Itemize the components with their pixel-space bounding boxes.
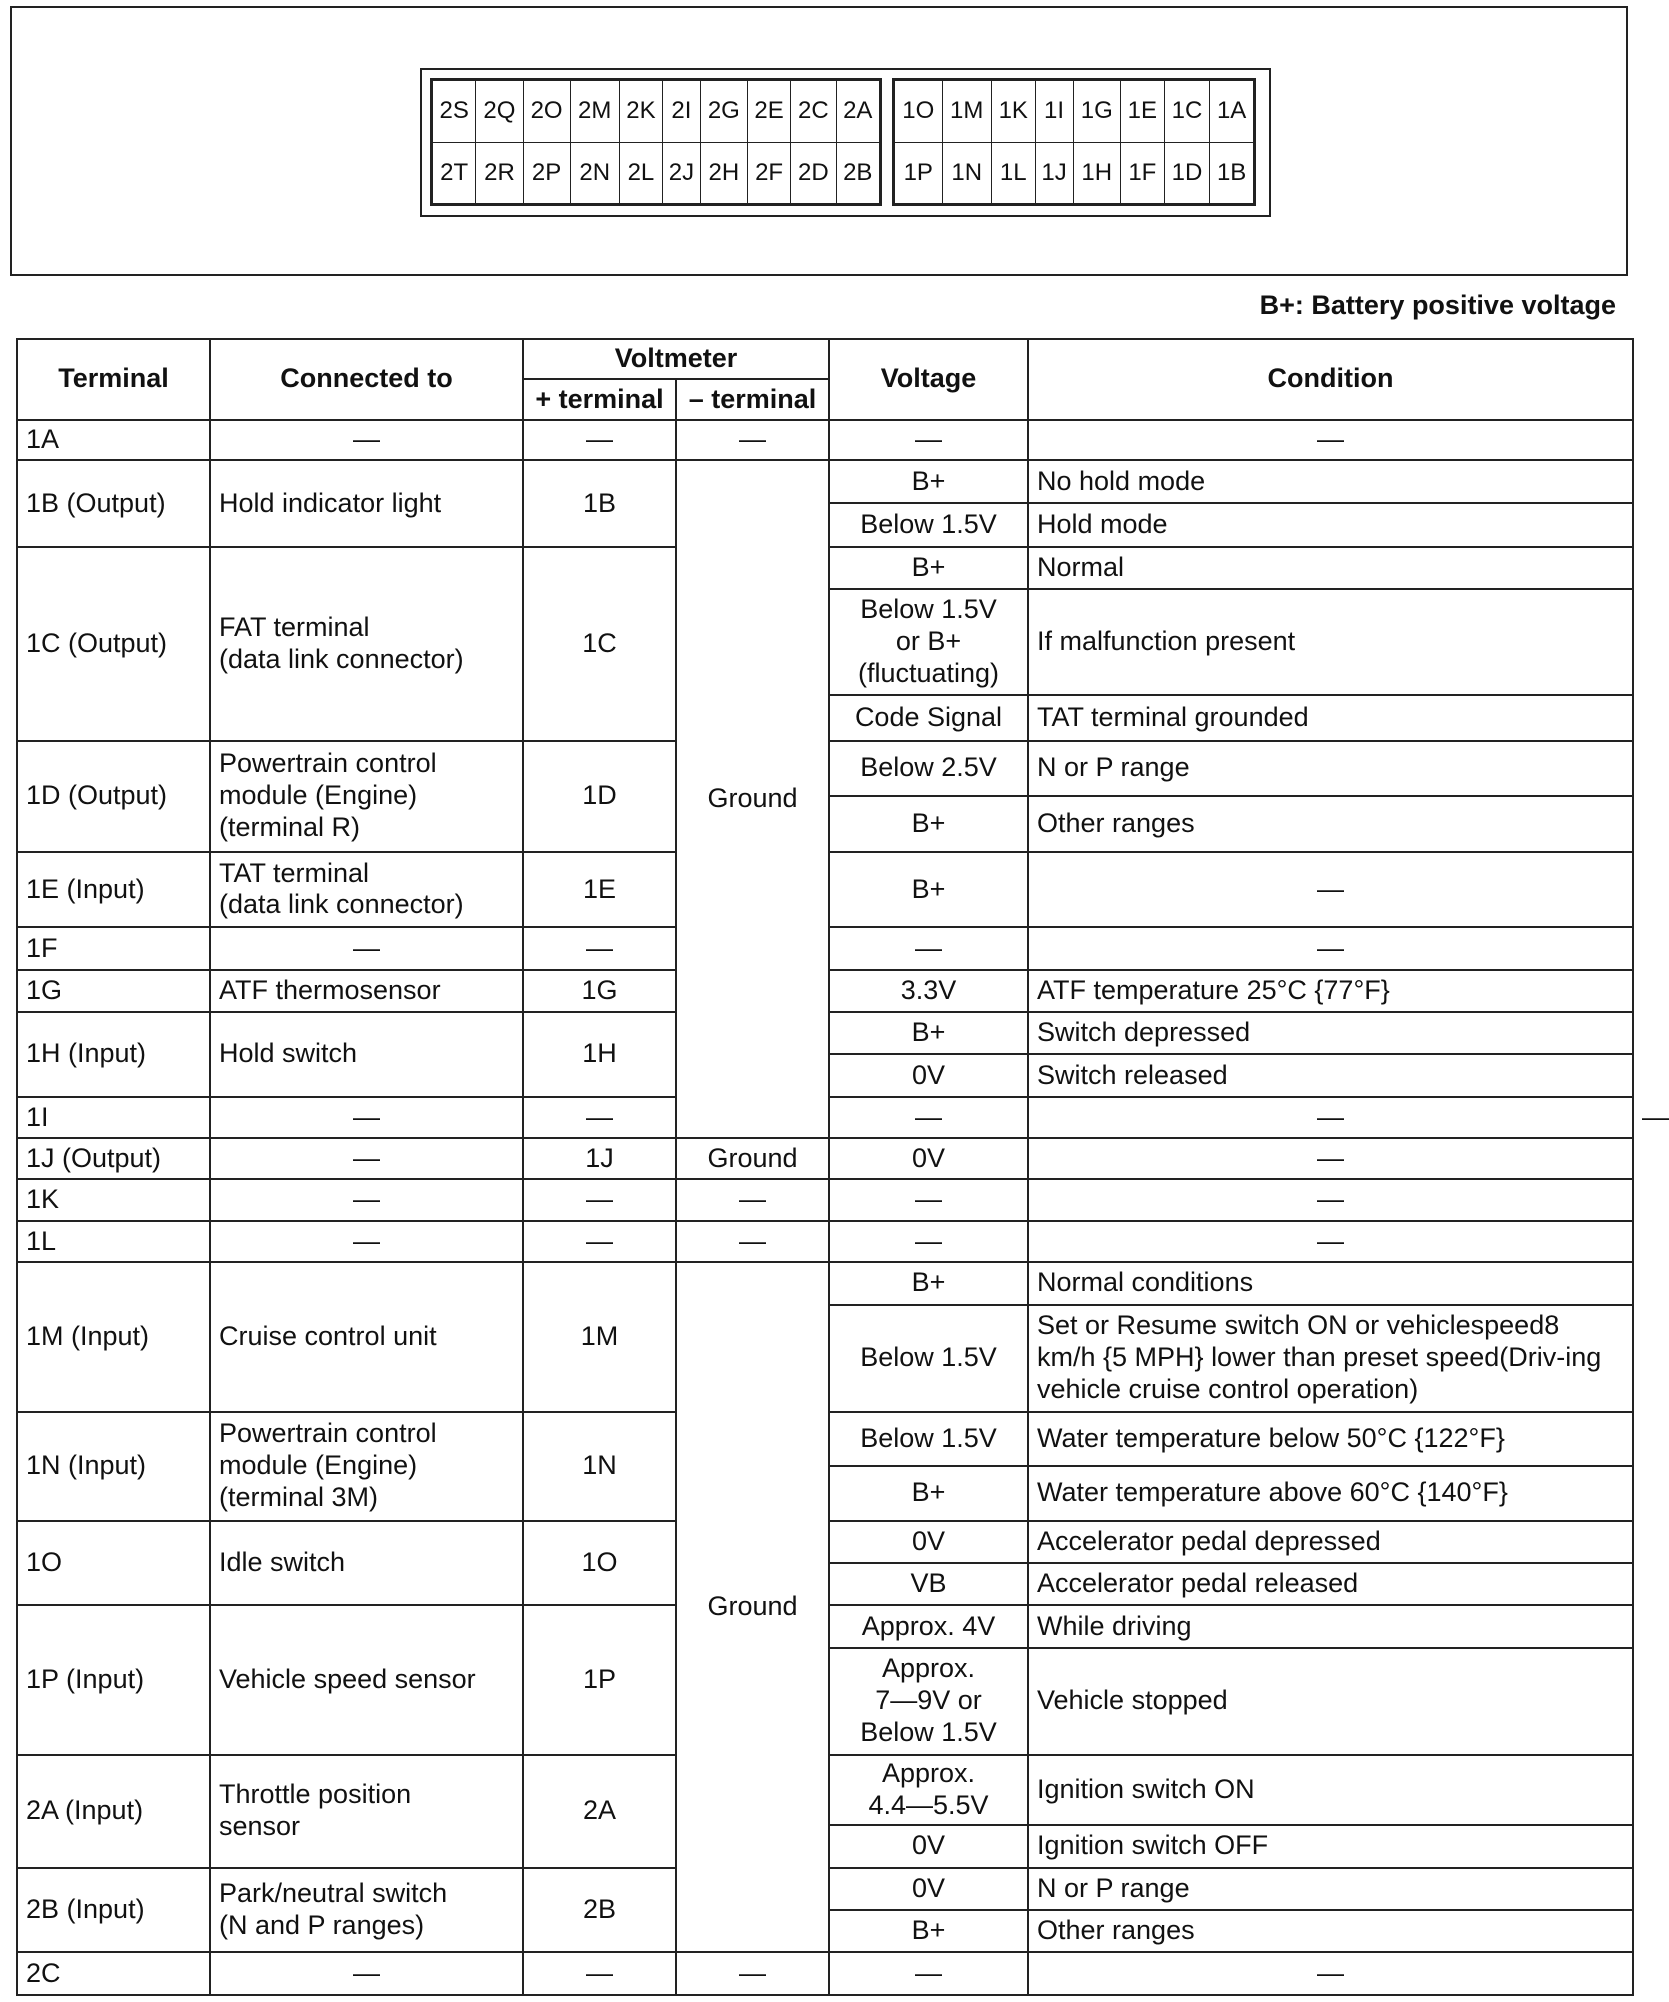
pin: 2M — [570, 81, 619, 143]
connector-diagram-frame — [10, 6, 1628, 276]
terminal-cell: 2A (Input) — [17, 1755, 210, 1868]
plus-terminal-cell: 1N — [523, 1412, 676, 1521]
connector-diagram — [420, 68, 1271, 217]
connected-cell: Powertrain control module (Engine) (terminal 3M) — [210, 1412, 523, 1521]
pin: 1L — [991, 142, 1035, 204]
connected-cell: — — [210, 927, 523, 969]
terminal-cell: 1M (Input) — [17, 1262, 210, 1411]
pin: 1A — [1210, 81, 1254, 143]
pin: 2O — [523, 81, 570, 143]
pin: 1C — [1164, 81, 1210, 143]
condition-cell: Water temperature below 50°C {122°F} — [1028, 1412, 1633, 1466]
pin: 2F — [747, 142, 790, 204]
connected-cell: ATF thermosensor — [210, 970, 523, 1012]
voltage-cell: Below 1.5V — [829, 1305, 1028, 1412]
header-plus-terminal: + terminal — [523, 379, 676, 419]
terminal-cell: 1L — [17, 1221, 210, 1262]
minus-terminal-cell: — — [676, 1952, 829, 1995]
connected-cell: TAT terminal (data link connector) — [210, 852, 523, 928]
connected-cell: — — [210, 1138, 523, 1179]
terminal-cell: 1H (Input) — [17, 1012, 210, 1097]
plus-terminal-cell: 1P — [523, 1605, 676, 1754]
voltage-cell: 0V — [829, 1521, 1028, 1563]
plus-terminal-cell: 2A — [523, 1755, 676, 1868]
voltage-cell: B+ — [829, 852, 1028, 928]
pin: 1H — [1073, 142, 1121, 204]
pin: 2H — [700, 142, 747, 204]
voltage-cell: Code Signal — [829, 695, 1028, 740]
pin: 2T — [433, 142, 476, 204]
pin: 1I — [1035, 81, 1073, 143]
condition-cell: Ignition switch OFF — [1028, 1825, 1633, 1867]
minus-terminal-cell: Ground — [676, 1262, 829, 1952]
pin: 1D — [1164, 142, 1210, 204]
terminal-cell: 1K — [17, 1179, 210, 1220]
pin: 1G — [1073, 81, 1121, 143]
condition-cell: — — [1028, 1179, 1633, 1220]
condition-cell: Water temperature above 60°C {140°F} — [1028, 1466, 1633, 1520]
connected-cell: — — [210, 1179, 523, 1220]
plus-terminal-cell: 2B — [523, 1868, 676, 1953]
condition-cell: Normal conditions — [1028, 1262, 1633, 1304]
voltage-cell: — — [829, 927, 1028, 969]
voltage-cell: VB — [829, 1563, 1028, 1605]
connected-cell: Cruise control unit — [210, 1262, 523, 1411]
pin: 2K — [619, 81, 662, 143]
table-row — [17, 1952, 1633, 1995]
voltage-cell: 0V — [829, 1138, 1028, 1179]
condition-cell: Ignition switch ON — [1028, 1755, 1633, 1826]
connected-cell: Powertrain control module (Engine) (terminal R) — [210, 741, 523, 852]
header-voltage: Voltage — [829, 339, 1028, 420]
connected-cell: Hold switch — [210, 1012, 523, 1097]
connected-cell: FAT terminal (data link connector) — [210, 547, 523, 741]
condition-cell: Other ranges — [1028, 1910, 1633, 1952]
terminal-cell: 2B (Input) — [17, 1868, 210, 1953]
voltage-cell: — — [829, 1179, 1028, 1220]
header-condition: Condition — [1028, 339, 1633, 420]
pin: 1F — [1121, 142, 1165, 204]
voltage-cell: B+ — [829, 1910, 1028, 1952]
condition-cell: TAT terminal grounded — [1028, 695, 1633, 740]
minus-terminal-cell: — — [829, 1097, 1028, 1138]
terminal-cell: 1J (Output) — [17, 1138, 210, 1179]
pin: 2C — [791, 81, 836, 143]
minus-terminal-cell: — — [676, 1221, 829, 1262]
plus-terminal-cell: 1E — [523, 852, 676, 928]
condition-cell: — — [1028, 1138, 1633, 1179]
pin: 1E — [1121, 81, 1165, 143]
voltage-cell: — — [829, 1221, 1028, 1262]
voltage-cell: B+ — [829, 547, 1028, 589]
minus-terminal-cell: — — [676, 1179, 829, 1220]
connected-cell: — — [210, 1952, 523, 1995]
minus-terminal-cell: Ground — [676, 1138, 829, 1179]
pin: 1B — [1210, 142, 1254, 204]
connector-block-2 — [430, 78, 882, 206]
terminal-cell: 1O — [17, 1521, 210, 1606]
condition-cell: Switch released — [1028, 1054, 1633, 1096]
condition-cell: While driving — [1028, 1605, 1633, 1647]
plus-terminal-cell: — — [523, 1179, 676, 1220]
terminal-cell: 1D (Output) — [17, 741, 210, 852]
terminal-cell: 1I — [17, 1097, 210, 1138]
header-terminal: Terminal — [17, 339, 210, 420]
pin: 2L — [619, 142, 662, 204]
voltage-cell: 0V — [829, 1868, 1028, 1910]
condition-cell: Normal — [1028, 547, 1633, 589]
condition-cell: — — [1028, 927, 1633, 969]
condition-cell: Accelerator pedal depressed — [1028, 1521, 1633, 1563]
condition-cell: — — [1028, 420, 1633, 460]
voltage-cell: B+ — [829, 796, 1028, 852]
condition-cell: N or P range — [1028, 741, 1633, 797]
voltage-cell: Approx. 4.4—5.5V — [829, 1755, 1028, 1826]
connected-cell: — — [210, 420, 523, 460]
condition-cell: Switch depressed — [1028, 1012, 1633, 1054]
condition-cell: No hold mode — [1028, 460, 1633, 503]
plus-terminal-cell: 1M — [523, 1262, 676, 1411]
pin: 2A — [836, 81, 879, 143]
pin: 2I — [663, 81, 701, 143]
header-connected-to: Connected to — [210, 339, 523, 420]
voltage-cell: — — [829, 1952, 1028, 1995]
header-voltmeter: Voltmeter — [523, 339, 829, 379]
condition-cell: Hold mode — [1028, 503, 1633, 546]
plus-terminal-cell: — — [523, 420, 676, 460]
connected-cell: Park/neutral switch (N and P ranges) — [210, 1868, 523, 1953]
pin: 2J — [663, 142, 701, 204]
table-row — [17, 460, 1633, 503]
connected-cell: — — [210, 1221, 523, 1262]
pin: 2R — [476, 142, 523, 204]
condition-cell: — — [1028, 1952, 1633, 1995]
terminal-cell: 1N (Input) — [17, 1412, 210, 1521]
plus-terminal-cell: — — [523, 927, 676, 969]
plus-terminal-cell: — — [523, 1952, 676, 1995]
plus-terminal-cell: 1H — [523, 1012, 676, 1097]
condition-cell: N or P range — [1028, 1868, 1633, 1910]
pin: 1N — [942, 142, 991, 204]
pin: 2N — [570, 142, 619, 204]
terminal-cell: 1C (Output) — [17, 547, 210, 741]
terminal-cell: 1P (Input) — [17, 1605, 210, 1754]
table-row — [17, 1221, 1633, 1262]
connected-cell: Idle switch — [210, 1521, 523, 1606]
connected-cell: Vehicle speed sensor — [210, 1605, 523, 1754]
condition-cell: If malfunction present — [1028, 589, 1633, 695]
condition-cell: ATF temperature 25°C {77°F} — [1028, 970, 1633, 1012]
terminal-cell: 1E (Input) — [17, 852, 210, 928]
table-row: 1I — — — — — — [17, 1097, 1633, 1138]
plus-terminal-cell: — — [523, 1221, 676, 1262]
connected-cell: Hold indicator light — [210, 460, 523, 547]
voltage-cell: Below 1.5V — [829, 503, 1028, 546]
connected-cell: Throttle position sensor — [210, 1755, 523, 1868]
plus-terminal-cell: 1O — [523, 1521, 676, 1606]
voltage-cell: B+ — [829, 1012, 1028, 1054]
terminal-voltage-table — [16, 338, 1669, 1996]
table-row — [17, 1138, 1633, 1179]
pin: 2Q — [476, 81, 523, 143]
pin: 2D — [791, 142, 836, 204]
terminal-cell: 1G — [17, 970, 210, 1012]
voltage-cell: B+ — [829, 1262, 1028, 1304]
voltage-cell: 0V — [829, 1054, 1028, 1096]
voltage-cell: Approx. 4V — [829, 1605, 1028, 1647]
connector-block-1 — [892, 78, 1256, 206]
minus-terminal-cell: — — [676, 420, 829, 460]
pin: 2B — [836, 142, 879, 204]
voltage-cell: Approx. 7—9V or Below 1.5V — [829, 1648, 1028, 1755]
plus-terminal-cell: 1J — [523, 1138, 676, 1179]
condition-cell: Accelerator pedal released — [1028, 1563, 1633, 1605]
minus-terminal-cell: Ground — [676, 460, 829, 1138]
condition-cell: Other ranges — [1028, 796, 1633, 852]
voltage-cell: Below 1.5V or B+ (fluctuating) — [829, 589, 1028, 695]
pin: 1O — [895, 81, 943, 143]
connected-cell: — — [210, 1097, 523, 1138]
plus-terminal-cell: 1G — [523, 970, 676, 1012]
pin: 2P — [523, 142, 570, 204]
voltage-cell: — — [829, 420, 1028, 460]
table-row — [17, 420, 1633, 460]
condition-cell: — — [1028, 852, 1633, 928]
terminal-cell: 1B (Output) — [17, 460, 210, 547]
pin: 1J — [1035, 142, 1073, 204]
voltage-cell: Below 1.5V — [829, 1412, 1028, 1466]
pin: 2S — [433, 81, 476, 143]
voltage-cell: B+ — [829, 1466, 1028, 1520]
terminal-cell: 1F — [17, 927, 210, 969]
header-minus-terminal: – terminal — [676, 379, 829, 419]
terminal-cell: 1A — [17, 420, 210, 460]
table-row — [17, 1262, 1633, 1304]
voltage-cell: — — [1028, 1097, 1633, 1138]
voltage-cell: Below 2.5V — [829, 741, 1028, 797]
plus-terminal-cell: 1C — [523, 547, 676, 741]
pin: 1P — [895, 142, 943, 204]
plus-terminal-cell: 1D — [523, 741, 676, 852]
voltage-cell: 0V — [829, 1825, 1028, 1867]
condition-cell: — — [1028, 1221, 1633, 1262]
plus-terminal-cell: 1B — [523, 460, 676, 547]
battery-voltage-note: B+: Battery positive voltage — [1259, 290, 1616, 320]
pin: 2E — [747, 81, 790, 143]
terminal-cell: 2C — [17, 1952, 210, 1995]
table-row — [17, 1179, 1633, 1220]
voltage-cell: 3.3V — [829, 970, 1028, 1012]
pin: 1K — [991, 81, 1035, 143]
pin: 1M — [942, 81, 991, 143]
plus-terminal-cell: — — [523, 1097, 676, 1138]
voltage-cell: B+ — [829, 460, 1028, 503]
condition-cell: Vehicle stopped — [1028, 1648, 1633, 1755]
pin: 2G — [700, 81, 747, 143]
condition-cell: Set or Resume switch ON or vehiclespeed8 km/h {5 MPH} lower than preset speed(Driv-ing vehicle cruise control operation) — [1028, 1305, 1633, 1412]
